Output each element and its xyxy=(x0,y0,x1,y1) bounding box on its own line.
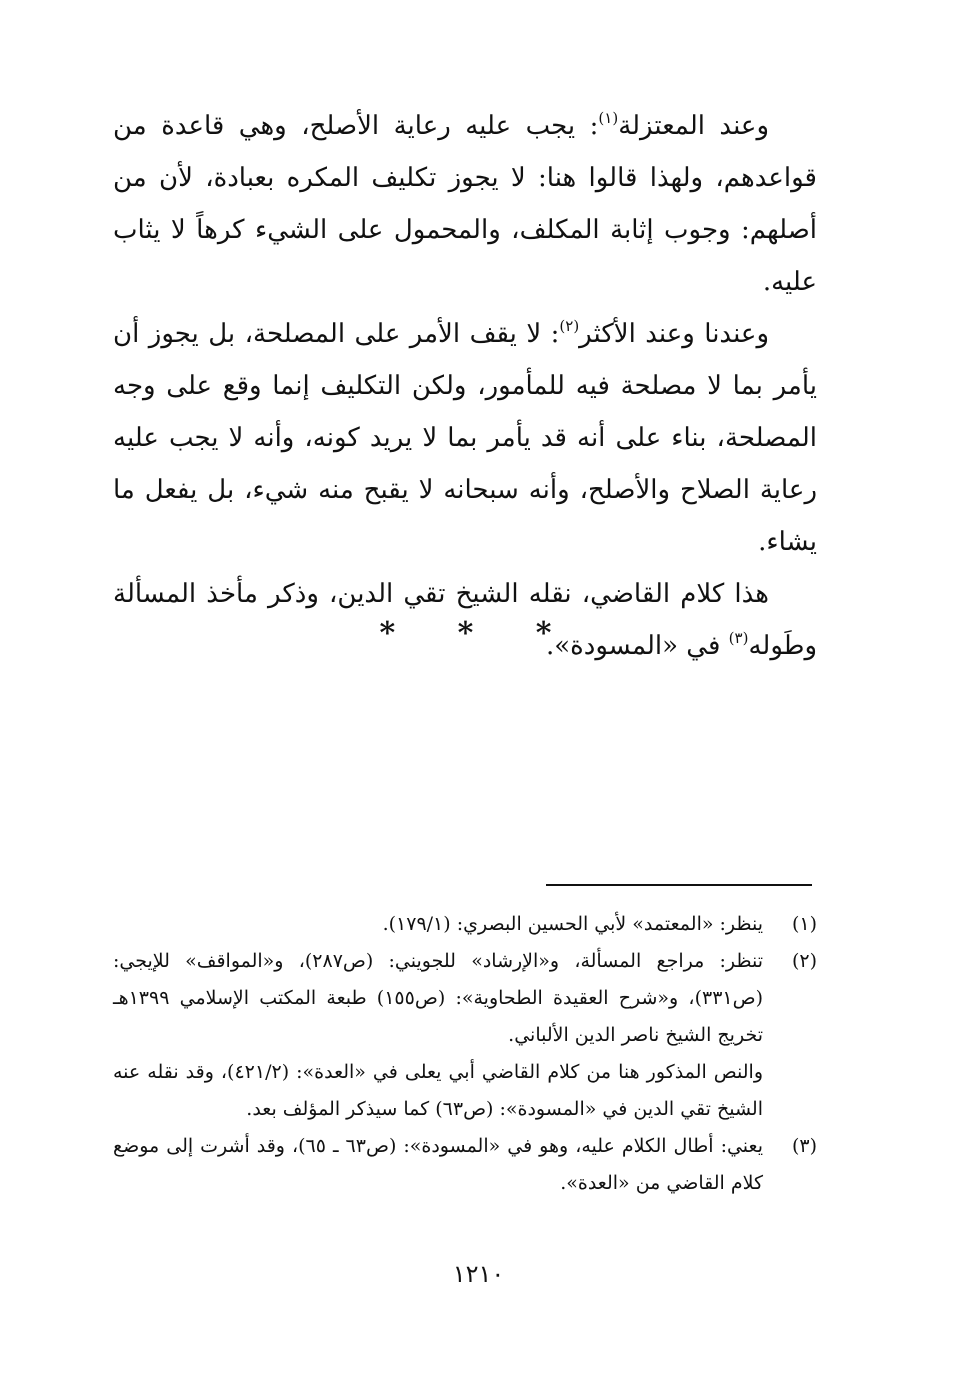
footnote-2 xyxy=(113,943,817,1128)
footnote-text: والنص المذكور هنا من كلام القاضي أبي يعلى في «العدة»: (٤٢١/٢)، وقد نقله عنه الشيخ تقي الدين في «المسودة»: (ص٦٣) كما سيذكر المؤلف بعد. xyxy=(113,1061,764,1120)
paragraph-2-text-a: وعندنا وعند الأكثر xyxy=(579,319,769,349)
paragraph-1-text-b: : يجب عليه رعاية الأصلح، وهي قاعدة من قواعدهم، ولهذا قالوا هنا: لا يجوز تكليف المكره بعبادة، لأن من أصلهم: وجوب إثابة المكلف، والمحمول على الشيء كرهاً لا يثاب عليه. xyxy=(113,111,817,297)
paragraph-1-text-a: وعند المعتزلة xyxy=(618,111,769,141)
footnote-ref-1: (١) xyxy=(598,109,619,127)
footnotes xyxy=(113,906,817,1202)
footnote-number: (٣) xyxy=(791,1135,817,1157)
footnote-ref-3: (٣) xyxy=(728,629,749,647)
footnote-text: ينظر: «المعتمد» لأبي الحسين البصري: (١٧٩/١). xyxy=(382,913,763,935)
footnote-text: يعني: أطال الكلام عليه، وهو في «المسودة»: (ص٦٣ ـ ٦٥)، وقد أشرت إلى موضع كلام القاضي من «العدة». xyxy=(113,1135,763,1194)
paragraph-1 xyxy=(113,100,817,308)
footnote-number: (١) xyxy=(791,913,817,935)
main-text xyxy=(113,100,817,672)
section-separator: * * * xyxy=(379,616,578,651)
paragraph-2-text-b: : لا يقف الأمر على المصلحة، بل يجوز أن يأمر بما لا مصلحة فيه للمأمور، ولكن التكليف إنما وقع على وجه المصلحة، بناء على أنه قد يأمر بما لا يريد كونه، وأنه لا يجب عليه رعاية الصلاح والأصلح، وأنه سبحانه لا يقبح منه شيء، بل يفعل ما يشاء. xyxy=(113,319,817,557)
page-number: ١٢١٠ xyxy=(452,1260,505,1288)
paragraph-2 xyxy=(113,308,817,568)
footnote-number: (٢) xyxy=(791,950,817,972)
footnote-3 xyxy=(113,1128,817,1202)
footnote-1 xyxy=(113,906,817,943)
footnote-divider xyxy=(546,884,812,886)
paragraph-3-text-b: في «المسودة». xyxy=(545,631,729,661)
footnote-ref-2: (٢) xyxy=(559,317,580,335)
paragraph-3-text-a: هذا كلام القاضي، نقله الشيخ تقي الدين، وذكر مأخذ المسألة وطَوله xyxy=(113,579,817,661)
footnote-text: تنظر: مراجع المسألة، و«الإرشاد» للجويني: (ص٢٨٧)، و«المواقف» للإيجي: (ص٣٣١)، و«شرح العقيدة الطحاوية»: (ص١٥٥) طبعة المكتب الإسلامي ١٣٩٩هـ تخريج الشيخ ناصر الدين الألباني. xyxy=(113,950,763,1046)
